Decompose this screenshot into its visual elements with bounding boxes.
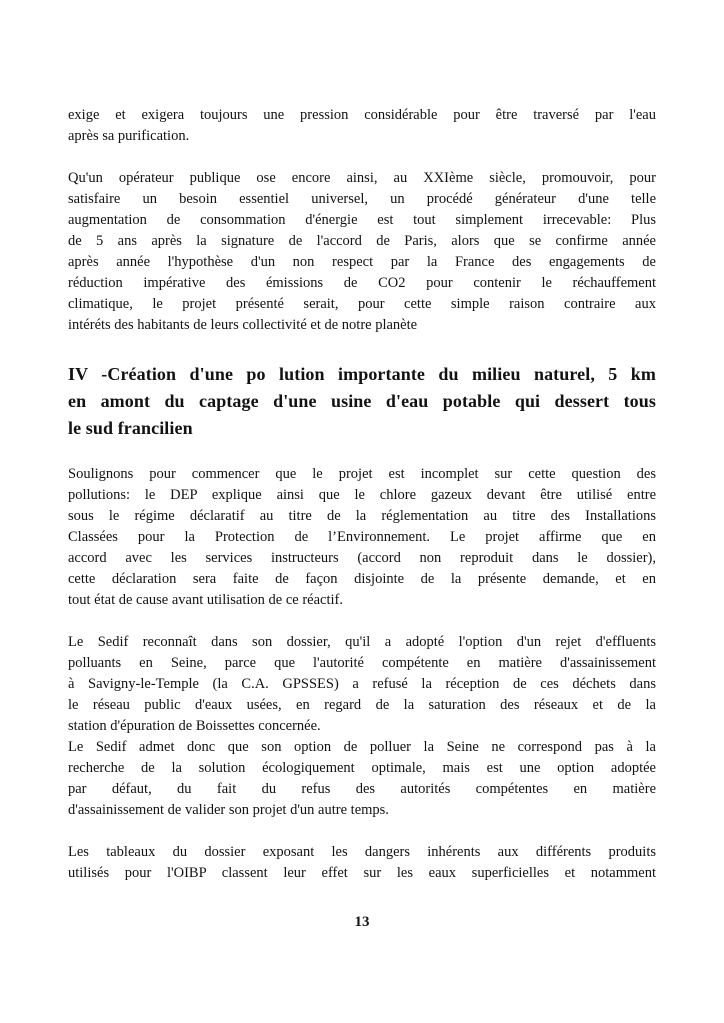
body-paragraph: [68, 842, 656, 884]
text-line: par défaut, du fait du refus des autorités compétentes en matière: [68, 781, 656, 797]
text-line: pollutions: le DEP explique ainsi que le chlore gazeux devant être utilisé entre: [68, 487, 656, 503]
text-line: exige et exigera toujours une pression considérable pour être traversé par l'eau: [68, 107, 656, 123]
text-line: utilisés pour l'OIBP classent leur effet sur les eaux superficielles et notamment: [68, 865, 656, 881]
text-line: sous le régime déclaratif au titre de la réglementation au titre des Installations: [68, 508, 656, 524]
text-line: station d'épuration de Boissettes concernée.: [68, 718, 321, 734]
text-line: Soulignons pour commencer que le projet est incomplet sur cette question des: [68, 466, 656, 482]
text-line: recherche de la solution écologiquement optimale, mais est une option adoptée: [68, 760, 656, 776]
text-line: après sa purification.: [68, 128, 190, 144]
text-line: Qu'un opérateur publique ose encore ainsi, au XXIème siècle, promouvoir, pour: [68, 170, 656, 186]
text-line: Classées pour la Protection de l’Environnement. Le projet affirme que en: [68, 529, 656, 545]
text-line: augmentation de consommation d'énergie est tout simplement irrecevable: Plus: [68, 212, 656, 228]
section-heading: [68, 361, 656, 442]
heading-line: le sud francilien: [68, 418, 193, 438]
text-line: cette déclaration sera faite de façon disjointe de la présente demande, et en: [68, 571, 656, 587]
text-line: d'assainissement de valider son projet d'un autre temps.: [68, 802, 389, 818]
text-line: Le Sedif reconnaît dans son dossier, qu'il a adopté l'option d'un rejet d'effluents: [68, 634, 656, 650]
text-line: réduction impérative des émissions de CO2 pour contenir le réchauffement: [68, 275, 656, 291]
body-paragraph: [68, 464, 656, 611]
body-paragraph: [68, 737, 656, 821]
heading-line: en amont du captage d'une usine d'eau potable qui dessert tous: [68, 391, 656, 411]
body-paragraph: [68, 105, 656, 147]
text-line: climatique, le projet présenté serait, pour cette simple raison contraire aux: [68, 296, 656, 312]
body-paragraph: [68, 632, 656, 737]
text-line: Le Sedif admet donc que son option de polluer la Seine ne correspond pas à la: [68, 739, 656, 755]
text-line: après année l'hypothèse d'un non respect par la France des engagements de: [68, 254, 656, 270]
text-line: polluants en Seine, parce que l'autorité compétente en matière d'assainissement: [68, 655, 656, 671]
text-line: à Savigny-le-Temple (la C.A. GPSSES) a refusé la réception de ces déchets dans: [68, 676, 656, 692]
heading-line: IV -Création d'une po lution importante du milieu naturel, 5 km: [68, 364, 656, 384]
page-number: 13: [354, 914, 370, 930]
body-paragraph: [68, 168, 656, 336]
text-line: satisfaire un besoin essentiel universel, un procédé générateur d'une telle: [68, 191, 656, 207]
text-line: de 5 ans après la signature de l'accord de Paris, alors que se confirme année: [68, 233, 656, 249]
text-blocks: [68, 105, 656, 884]
text-line: accord avec les services instructeurs (accord non reproduit dans le dossier),: [68, 550, 656, 566]
text-line: tout état de cause avant utilisation de ce réactif.: [68, 592, 343, 608]
text-line: intéréts des habitants de leurs collectivité et de notre planète: [68, 317, 418, 333]
text-line: Les tableaux du dossier exposant les dangers inhérents aux différents produits: [68, 844, 656, 860]
text-line: le réseau public d'eaux usées, en regard de la saturation des réseaux et de la: [68, 697, 656, 713]
page-body: [68, 105, 656, 933]
